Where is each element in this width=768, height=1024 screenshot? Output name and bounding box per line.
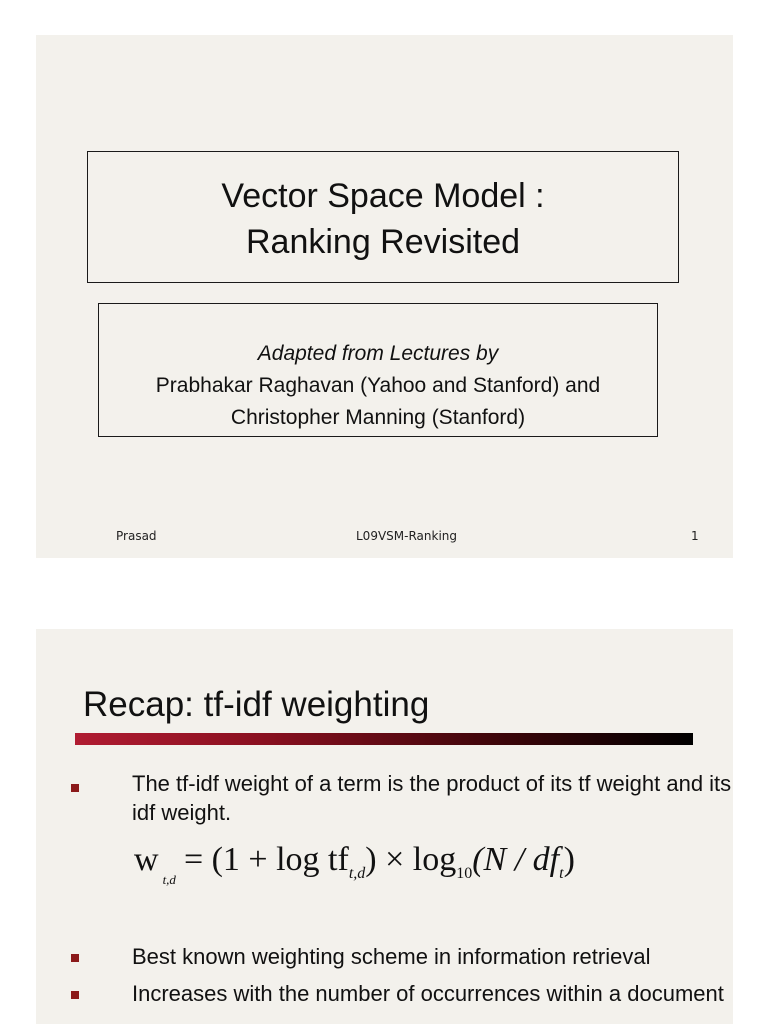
credit-line-2: Christopher Manning (Stanford) [230, 406, 526, 429]
title-box [87, 151, 679, 283]
footer-author: Prasad [116, 529, 157, 543]
title-line-2: Ranking Revisited [245, 223, 521, 261]
slide-1 [36, 35, 733, 558]
credit-intro: Adapted from Lectures by [257, 342, 499, 365]
formula-subscript-3: t [559, 865, 564, 882]
title-line-1: Vector Space Model : [221, 177, 545, 215]
formula-subscript-2: 10 [456, 865, 473, 882]
square-bullet-icon [71, 991, 79, 999]
formula-rhs-part-3: (N / df [472, 841, 560, 878]
square-bullet-icon [71, 954, 79, 962]
credit-box [98, 303, 658, 437]
bullet-text: Increases with the number of occurrences within a document [132, 981, 724, 1006]
square-bullet-icon [71, 784, 79, 792]
footer-page-number: 1 [691, 529, 699, 543]
title-underline-bar [75, 733, 693, 745]
slide-title: Recap: tf-idf weighting [83, 685, 430, 724]
bullet-text: Best known weighting scheme in information retrieval [132, 944, 651, 969]
formula-lhs: w [134, 841, 159, 878]
formula-subscript-1: t,d [348, 865, 366, 882]
tf-idf-formula [134, 841, 575, 887]
footer-lecture-id: L09VSM-Ranking [356, 529, 458, 543]
formula-rhs-part-4: ) [563, 841, 575, 878]
formula-rhs-part-1: = (1 + log tf [183, 841, 349, 878]
credit-line-1: Prabhakar Raghavan (Yahoo and Stanford) and [155, 374, 601, 397]
formula-rhs-part-2: ) × log [365, 841, 457, 878]
formula-lhs-subscript: t,d [162, 872, 176, 887]
slide-2 [36, 629, 733, 1024]
bullet-text: The tf-idf weight of a term is the product of its tf weight and its idf weight. [132, 771, 732, 825]
